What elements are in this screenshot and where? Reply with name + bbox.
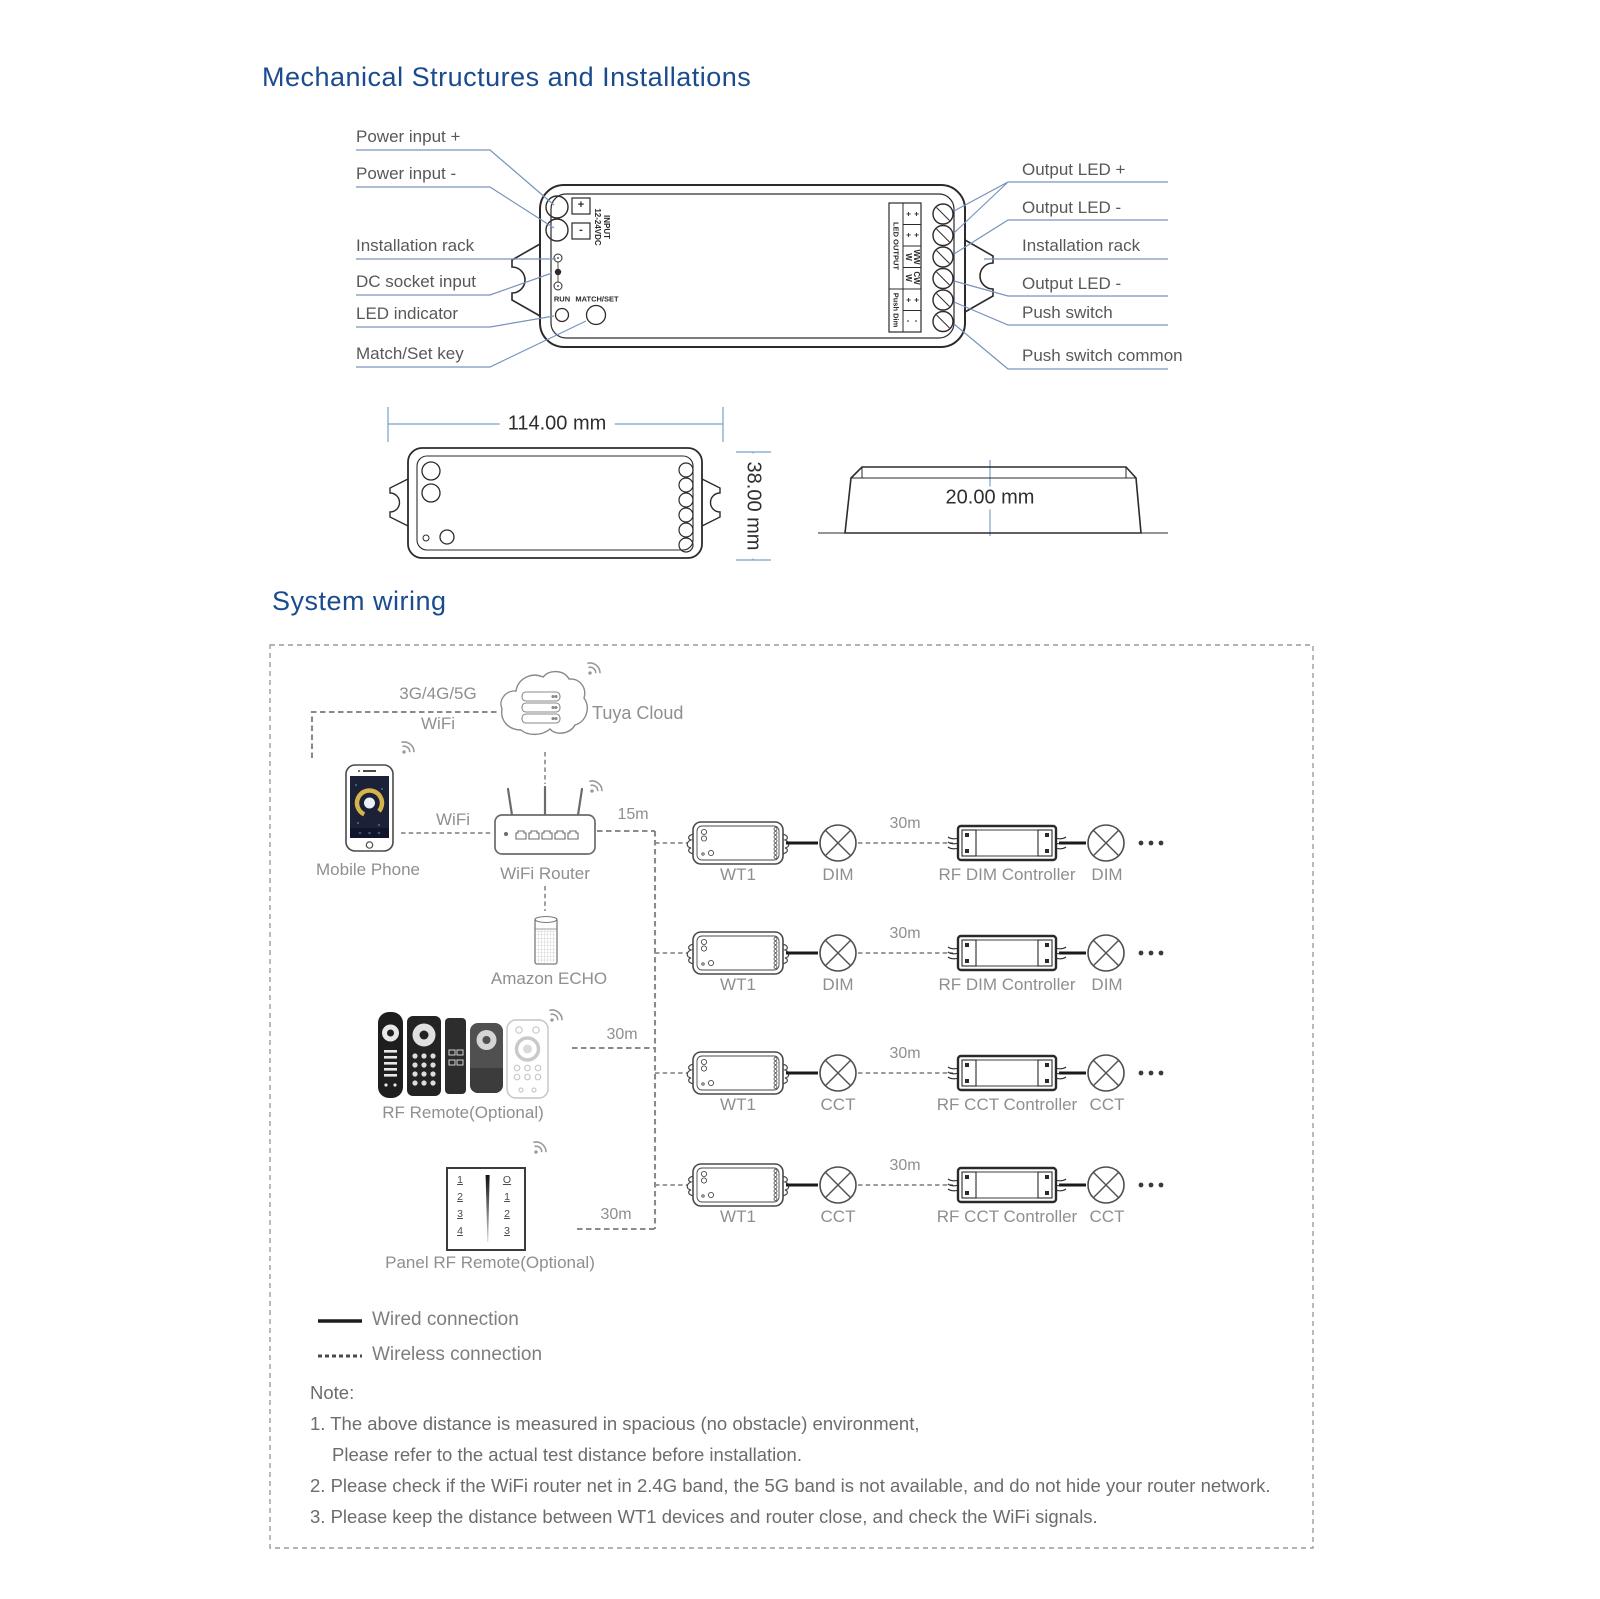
panel-key: 1 <box>504 1191 510 1203</box>
dimension-lines <box>388 407 990 560</box>
distance-15m: 15m <box>617 806 649 823</box>
label-wifi-router: WiFi Router <box>500 864 590 883</box>
label-tuya-cloud: Tuya Cloud <box>592 703 684 723</box>
dimension-width: 114.00 mm <box>500 413 615 436</box>
label-dc-socket-input: DC socket input <box>356 272 476 291</box>
match-set-button <box>587 306 606 325</box>
terminal-label-2: + + <box>904 232 921 238</box>
label-amazon-echo: Amazon ECHO <box>490 969 608 988</box>
match-set-marking: MATCH/SET <box>575 294 619 304</box>
row4-distance: 30m <box>889 1157 921 1174</box>
panel-key: 3 <box>457 1208 463 1220</box>
run-led <box>556 309 569 322</box>
note-line-4: 3. Please keep the distance between WT1 devices and router close, and check the WiFi signals. <box>310 1506 1098 1527</box>
label-rf-remote: RF Remote(Optional) <box>382 1103 544 1122</box>
label-push-switch: Push switch <box>1022 303 1113 322</box>
label-output-led-plus: Output LED + <box>1022 160 1126 179</box>
row4-controller-label: RF CCT Controller <box>936 1207 1078 1226</box>
panel-key: 2 <box>504 1208 510 1220</box>
panel-key: 4 <box>457 1225 463 1237</box>
label-wifi-link: WiFi <box>436 810 470 829</box>
row3-lamp1-label: CCT <box>820 1095 856 1114</box>
dimension-height: 38.00 mm <box>742 454 765 559</box>
label-panel-remote: Panel RF Remote(Optional) <box>385 1253 595 1272</box>
row2-lamp2-label: DIM <box>1091 975 1123 994</box>
row4-lamp2-label: CCT <box>1089 1207 1125 1226</box>
distance-30m-panel: 30m <box>600 1206 632 1223</box>
note-line-2: Please refer to the actual test distance before installation. <box>332 1444 802 1465</box>
wifi-router-icon <box>495 787 595 854</box>
label-match-set-key: Match/Set key <box>356 344 464 363</box>
terminal-label-6: - - <box>904 319 921 323</box>
input-plus-marking: + <box>577 199 585 211</box>
label-push-switch-common: Push switch common <box>1022 346 1183 365</box>
label-output-led-minus1: Output LED - <box>1022 198 1122 217</box>
mobile-phone-icon <box>346 765 393 851</box>
led-output-marking: LED OUTPUT <box>891 222 901 270</box>
label-leader-lines <box>356 150 1168 369</box>
panel-key: 1 <box>457 1174 463 1186</box>
dimension-depth: 20.00 mm <box>938 487 1043 510</box>
input-minus-marking: - <box>579 224 583 236</box>
panel-key: O <box>502 1174 512 1186</box>
run-marking: RUN <box>553 294 571 304</box>
row3-device-label: WT1 <box>720 1095 756 1114</box>
label-mobile-phone: Mobile Phone <box>316 860 420 879</box>
terminal-label-3: WW W <box>904 249 921 265</box>
row2-lamp1-label: DIM <box>822 975 854 994</box>
panel-key: 2 <box>457 1191 463 1203</box>
panel-key: 3 <box>504 1225 510 1237</box>
distance-30m-remote: 30m <box>606 1026 638 1043</box>
row1-distance: 30m <box>889 815 921 832</box>
terminal-label-5: + + <box>904 297 921 303</box>
tuya-cloud-icon <box>501 672 587 735</box>
push-dim-marking: Push Dim <box>891 292 901 328</box>
terminal-screws <box>933 204 953 332</box>
label-power-input-minus: Power input - <box>356 164 457 183</box>
row2-distance: 30m <box>889 925 921 942</box>
label-power-input-plus: Power input + <box>356 127 461 146</box>
label-cellular: 3G/4G/5G <box>399 684 477 703</box>
note-line-3: 2. Please check if the WiFi router net in 2.4G band, the 5G band is not available, and do not hide your router network. <box>310 1475 1271 1496</box>
label-cellular-wifi: WiFi <box>421 714 455 733</box>
note-title: Note: <box>310 1382 355 1403</box>
row4-lamp1-label: CCT <box>820 1207 856 1226</box>
row3-lamp2-label: CCT <box>1089 1095 1125 1114</box>
terminal-label-4: CW W <box>904 271 921 285</box>
controller-top-view <box>390 448 720 558</box>
label-led-indicator: LED indicator <box>356 304 459 323</box>
label-installation-rack-right: Installation rack <box>1022 236 1141 255</box>
row3-controller-label: RF CCT Controller <box>936 1095 1078 1114</box>
row3-distance: 30m <box>889 1045 921 1062</box>
terminal-label-1: + + <box>904 211 921 217</box>
label-output-led-minus2: Output LED - <box>1022 274 1122 293</box>
note-line-1: 1. The above distance is measured in spacious (no obstacle) environment, <box>310 1413 920 1434</box>
legend-wireless: Wireless connection <box>372 1344 543 1365</box>
legend-wired: Wired connection <box>372 1309 519 1330</box>
row1-lamp1-label: DIM <box>822 865 854 884</box>
row2-controller-label: RF DIM Controller <box>938 975 1076 994</box>
row1-lamp2-label: DIM <box>1091 865 1123 884</box>
label-installation-rack-left: Installation rack <box>356 236 475 255</box>
row1-device-label: WT1 <box>720 865 756 884</box>
section-title-mechanical: Mechanical Structures and Installations <box>262 62 752 92</box>
row1-controller-label: RF DIM Controller <box>938 865 1076 884</box>
legend-samples <box>318 1321 362 1356</box>
row4-device-label: WT1 <box>720 1207 756 1226</box>
row2-device-label: WT1 <box>720 975 756 994</box>
rf-remotes-icon <box>378 1012 548 1098</box>
section-title-wiring: System wiring <box>272 586 447 616</box>
input-voltage-marking: INPUT 12-24VDC <box>593 208 611 246</box>
amazon-echo-icon <box>535 917 557 965</box>
